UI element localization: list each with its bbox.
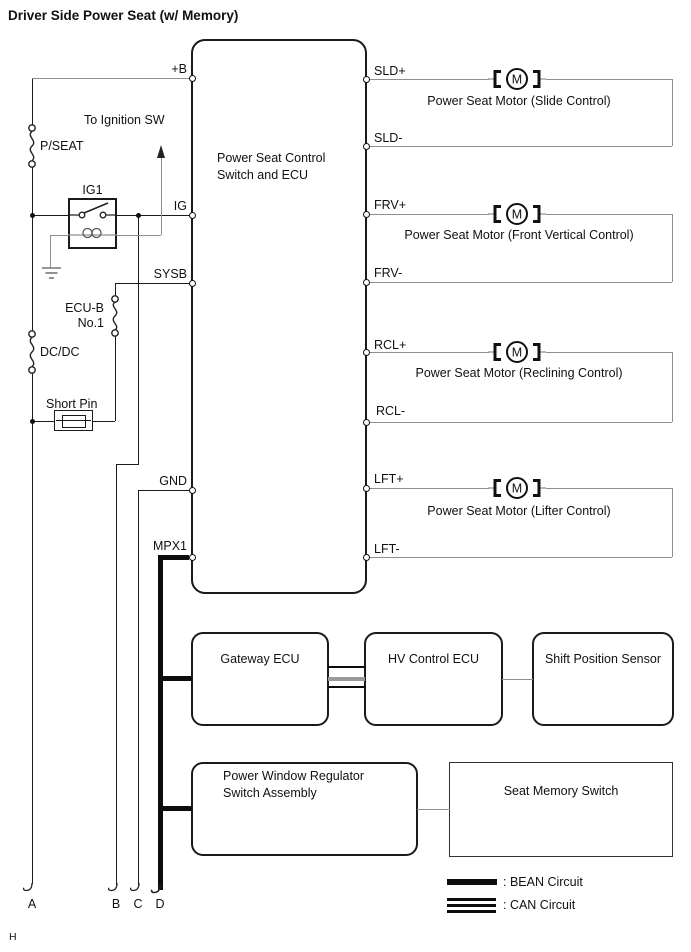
motor4-label: Power Seat Motor (Lifter Control) xyxy=(427,504,611,518)
can-link-line-middle xyxy=(328,677,365,681)
wire-ig-right xyxy=(117,215,189,216)
arrow-up-icon xyxy=(157,145,165,158)
motor-icon xyxy=(488,66,546,92)
wire-bplus xyxy=(32,78,190,79)
can-link-line-bottom xyxy=(328,686,365,689)
wire-b-lower xyxy=(116,464,117,885)
wire-hv-to-shift xyxy=(502,679,533,680)
pin-frv-plus-label: FRV+ xyxy=(374,198,407,212)
power-window-regulator-label xyxy=(223,768,364,801)
power-window-label-line1: Power Window Regulator xyxy=(223,769,365,783)
motor3-wire-plus-right xyxy=(546,352,672,353)
hv-control-ecu-label: HV Control ECU xyxy=(388,652,479,666)
pin-gnd-label: GND xyxy=(159,474,187,488)
motor-m-symbol: M xyxy=(511,345,523,360)
wire-sysb xyxy=(115,283,189,284)
can-link-line-top xyxy=(328,666,365,669)
pin-mpx1 xyxy=(189,554,196,561)
wire-shortpin-right xyxy=(93,421,115,422)
pin-rcl-minus-label: RCL- xyxy=(376,404,406,418)
junction-dot-a-ig xyxy=(30,213,35,218)
legend-can-label: : CAN Circuit xyxy=(503,898,576,912)
pin-lft-minus xyxy=(363,554,370,561)
wire-coil-ignition-v xyxy=(161,157,162,235)
wire-coil-ground-v xyxy=(50,235,51,268)
motor4-wire-minus xyxy=(369,557,672,558)
pin-gnd xyxy=(189,487,196,494)
connector-c-label: C xyxy=(133,897,143,911)
seat-memory-switch-label: Seat Memory Switch xyxy=(503,784,619,798)
gateway-ecu-label: Gateway ECU xyxy=(220,652,300,666)
wire-shortpin-left xyxy=(32,421,54,422)
motor-m-symbol: M xyxy=(511,72,523,87)
shift-position-sensor-box xyxy=(532,632,674,726)
ground-icon xyxy=(42,267,62,281)
ecu-label-line1: Power Seat Control xyxy=(217,151,326,165)
short-pin-label: Short Pin xyxy=(46,397,98,411)
wire-d-bean-trunk xyxy=(158,555,163,890)
fuse-dcdc-icon xyxy=(24,327,40,377)
motor2-wire-plus-left xyxy=(369,214,489,215)
pin-frv-plus xyxy=(363,211,370,218)
wire-bean-branch-gateway xyxy=(160,676,192,681)
motor1-wire-plus-right xyxy=(546,79,672,80)
wire-a-seg3 xyxy=(32,373,33,884)
fuse-pseat-icon xyxy=(24,121,40,171)
pin-frv-minus xyxy=(363,279,370,286)
motor4-wire-plus-left xyxy=(369,488,489,489)
wire-ig-left xyxy=(32,215,68,216)
footer-marker: H xyxy=(9,931,17,943)
motor-icon xyxy=(488,475,546,501)
pin-ig-label: IG xyxy=(173,199,187,213)
pin-frv-minus-label: FRV- xyxy=(374,266,403,280)
motor-icon xyxy=(488,339,546,365)
wire-gnd xyxy=(139,490,190,491)
motor3-box-right xyxy=(672,352,673,422)
ig1-relay-internals-icon xyxy=(68,198,117,249)
power-window-label-line2: Switch Assembly xyxy=(223,785,317,800)
motor2-wire-plus-right xyxy=(546,214,672,215)
pin-lft-plus-label: LFT+ xyxy=(374,472,404,486)
motor3-label: Power Seat Motor (Reclining Control) xyxy=(415,366,623,380)
pin-rcl-plus-label: RCL+ xyxy=(374,338,407,352)
seat-memory-switch-box xyxy=(449,762,673,857)
legend-can-swatch-line3 xyxy=(447,910,496,913)
pin-mpx1-label: MPX1 xyxy=(152,539,187,553)
motor4-wire-plus-right xyxy=(546,488,672,489)
wire-ecub-lower xyxy=(115,336,116,421)
wire-coil-ignition-h xyxy=(117,235,161,236)
fuse-ecub-label-line2: No.1 xyxy=(77,316,104,330)
wire-break-icon xyxy=(22,883,34,893)
legend-bean-swatch xyxy=(447,879,497,885)
hv-control-ecu-box xyxy=(364,632,503,726)
pin-lft-minus-label: LFT- xyxy=(374,542,400,556)
wire-break-icon xyxy=(129,883,141,893)
wire-break-icon xyxy=(150,885,162,895)
fuse-dcdc-label: DC/DC xyxy=(40,345,80,359)
wire-a-seg1 xyxy=(32,78,33,125)
motor1-wire-minus xyxy=(369,146,672,147)
motor1-wire-plus-left xyxy=(369,79,489,80)
legend-bean-label: : BEAN Circuit xyxy=(503,875,583,889)
motor-m-symbol: M xyxy=(511,481,523,496)
junction-dot-ig-branch xyxy=(136,213,141,218)
pin-lft-plus xyxy=(363,485,370,492)
fuse-ecub-label-line1: ECU-B xyxy=(65,301,104,315)
pin-bplus-label: +B xyxy=(171,62,187,76)
wire-b-jog xyxy=(116,464,139,465)
pin-ig xyxy=(189,212,196,219)
pin-bplus xyxy=(189,75,196,82)
motor3-wire-minus xyxy=(369,422,672,423)
pin-rcl-plus xyxy=(363,349,370,356)
motor2-label: Power Seat Motor (Front Vertical Control) xyxy=(404,228,634,242)
legend-can-swatch-line1 xyxy=(447,898,496,901)
short-pin-element-icon xyxy=(62,415,86,428)
wire-break-icon xyxy=(107,883,119,893)
wire-bean-branch-power-window xyxy=(160,806,192,811)
relay-ig1-label: IG1 xyxy=(82,183,103,197)
motor4-box-right xyxy=(672,488,673,557)
motor2-box-right xyxy=(672,214,673,282)
fuse-ecub-label xyxy=(58,301,104,331)
pin-rcl-minus xyxy=(363,419,370,426)
pin-sld-minus xyxy=(363,143,370,150)
power-seat-control-ecu-box xyxy=(191,39,367,594)
fuse-ecub-icon xyxy=(107,292,123,340)
wire-a-seg2 xyxy=(32,167,33,331)
ecu-label-line2: Switch and ECU xyxy=(217,167,309,182)
motor-m-symbol: M xyxy=(511,207,523,222)
wire-coil-ground-h xyxy=(50,235,68,236)
connector-b-label: B xyxy=(111,897,121,911)
wire-b-upper xyxy=(138,215,139,464)
legend-can-swatch-line2 xyxy=(447,904,496,907)
motor1-label: Power Seat Motor (Slide Control) xyxy=(427,94,611,108)
motor-icon xyxy=(488,201,546,227)
junction-dot-a-shortpin xyxy=(30,419,35,424)
pin-sysb-label: SYSB xyxy=(153,267,187,281)
pin-sld-minus-label: SLD- xyxy=(374,131,403,145)
fuse-pseat-label: P/SEAT xyxy=(40,139,84,153)
pin-sld-plus-label: SLD+ xyxy=(374,64,406,78)
ignition-note-label: To Ignition SW xyxy=(84,113,165,127)
page-title: Driver Side Power Seat (w/ Memory) xyxy=(8,8,239,23)
motor2-wire-minus xyxy=(369,282,672,283)
pin-sld-plus xyxy=(363,76,370,83)
gateway-ecu-box xyxy=(191,632,329,726)
connector-a-label: A xyxy=(27,897,37,911)
shift-position-sensor-label: Shift Position Sensor xyxy=(544,652,662,666)
wire-pw-to-seat-memory xyxy=(417,809,450,810)
power-seat-control-ecu-label xyxy=(217,150,325,183)
connector-d-label: D xyxy=(155,897,165,911)
motor1-box-right xyxy=(672,79,673,146)
pin-sysb xyxy=(189,280,196,287)
